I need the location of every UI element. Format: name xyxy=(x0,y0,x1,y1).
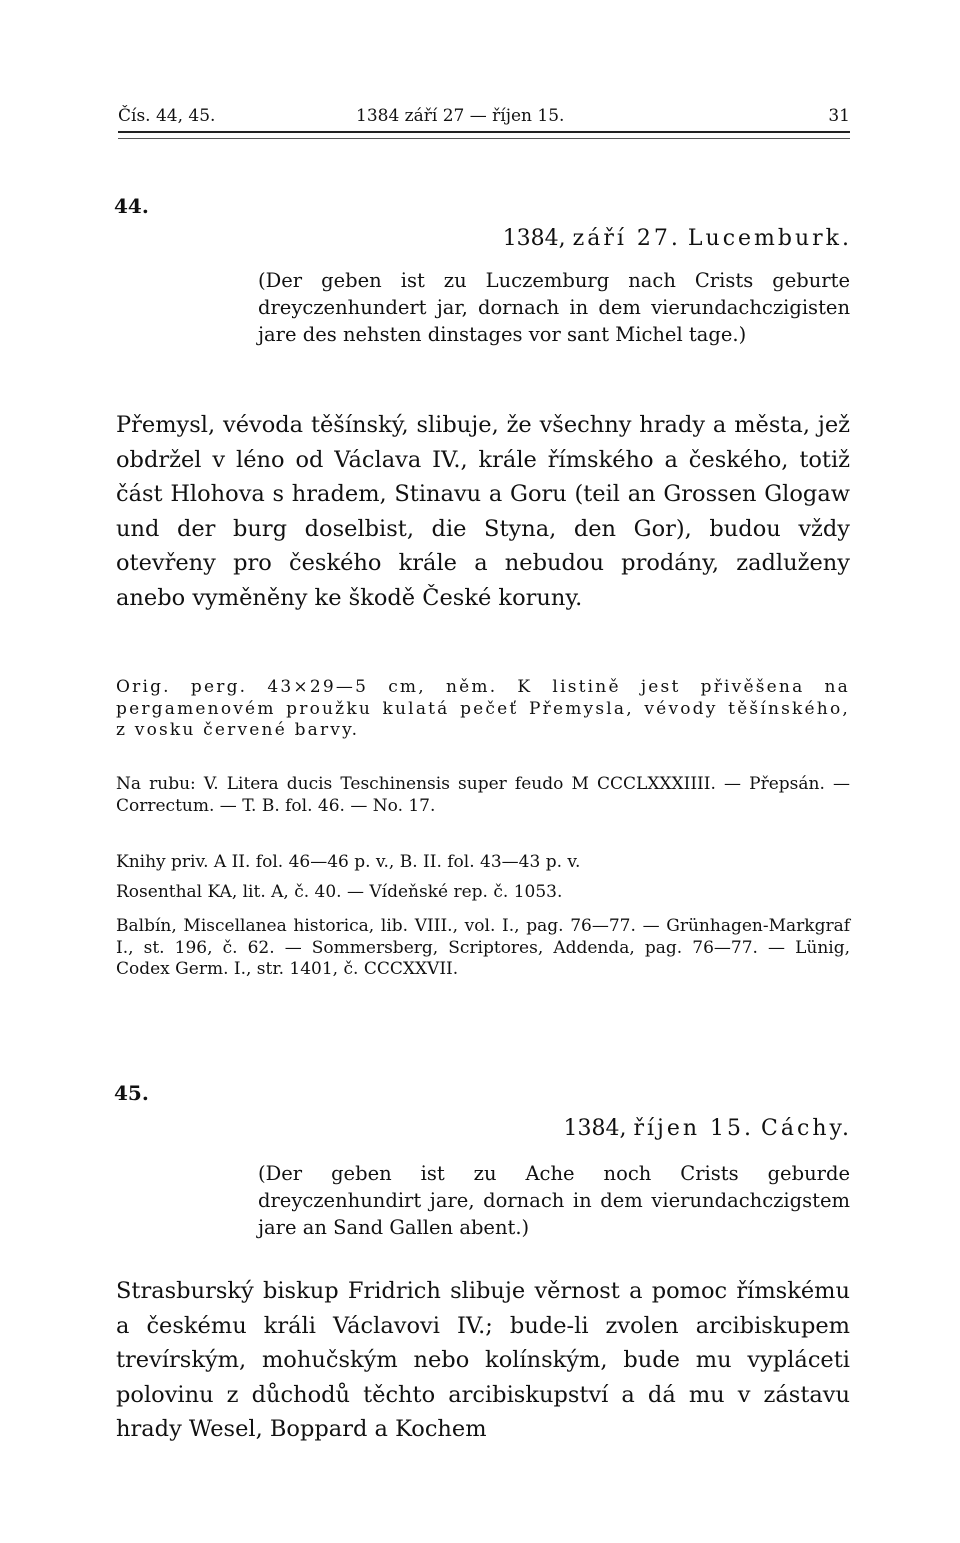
header-rule-thin xyxy=(118,138,850,139)
running-header xyxy=(118,100,850,128)
dateline-44-year: 1384, xyxy=(502,226,566,251)
note-registers-44: Knihy priv. A II. fol. 46—46 p. v., B. II. fol. 43—43 p. v. xyxy=(116,852,581,872)
dateline-44 xyxy=(503,226,852,251)
note-original-44: Orig. perg. 43×29—5 cm, něm. K listině jest přivěšena na pergamenovém proužku kulatá pečeť Přemysla, vévody těšínského, z vosku červené barvy. xyxy=(116,677,850,740)
note-verso-44: Na rubu: V. Litera ducis Teschinensis super feudo M CCCLXXXIIII. — Přepsán. — Correctum. — T. B. fol. 46. — No. 17. xyxy=(116,774,850,816)
regest-summary-45: Strasburský biskup Fridrich slibuje věrnost a pomoc římskému a českému králi Václavovi IV.; bude-li zvolen arcibiskupem trevírským, mohučským nebo kolínským, bude mu vypláceti polovinu z důchodů těchto arcibiskupství a dá mu v zástavu hrady Wesel, Boppard a Kochem xyxy=(116,1278,850,1442)
dateline-45-year: 1384, xyxy=(563,1116,627,1141)
dateline-44-place: Lucemburk. xyxy=(687,226,852,251)
page-number: 31 xyxy=(828,106,850,126)
header-date-range: 1384 září 27 — říjen 15. xyxy=(356,106,565,126)
german-dating-clause-44: (Der geben ist zu Luczemburg nach Crists geburte dreyczenhundert jar, dornach in dem vierundachczigisten jare des nehsten dinstages vor sant Michel tage.) xyxy=(258,269,850,346)
dateline-45-date: říjen 15. xyxy=(633,1116,755,1141)
regest-summary-44: Přemysl, vévoda těšínský, slibuje, že všechny hrady a města, jež obdržel v léno od Václava IV., krále římského a českého, totiž část Hlohova s hradem, Stinavu a Goru (teil an Grossen Glogaw und der burg doselbist, die Styna, den Gor), budou vždy otevřeny pro českého krále a nebudou prodány, zadluženy anebo vyměněny ke škodě České koruny. xyxy=(116,412,850,611)
dateline-45-place: Cáchy. xyxy=(761,1116,852,1141)
header-rule-thick xyxy=(118,131,850,133)
dateline-44-date: září 27. xyxy=(572,226,681,251)
document-number-45: 45. xyxy=(114,1081,149,1105)
note-literature-44: Balbín, Miscellanea historica, lib. VIII., vol. I., pag. 76—77. — Grünhagen-Markgraf I., st. 196, č. 62. — Sommersberg, Scriptores, Addenda, pag. 76—77. — Lünig, Codex Germ. I., str. 1401, č. CCCXXVII. xyxy=(116,916,850,979)
dateline-45 xyxy=(564,1116,852,1141)
note-rosenthal-44: Rosenthal KA, lit. A, č. 40. — Vídeňské rep. č. 1053. xyxy=(116,882,563,902)
header-document-numbers: Čís. 44, 45. xyxy=(118,106,216,126)
german-dating-clause-45: (Der geben ist zu Ache noch Crists geburde dreyczenhundirt jare, dornach in dem vierundachczigstem jare an Sand Gallen abent.) xyxy=(258,1162,850,1239)
document-number-44: 44. xyxy=(114,194,149,218)
